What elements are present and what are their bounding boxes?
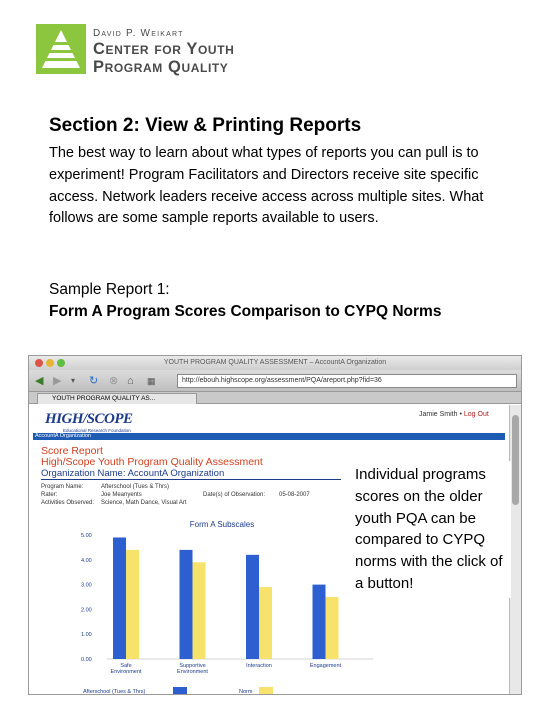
chart-title: Form A Subscales — [189, 520, 255, 529]
date-value: 05-08-2007 — [279, 492, 310, 498]
user-info: Jamie Smith • Log Out — [419, 411, 489, 418]
y-tick-label: 5.00 — [81, 533, 92, 539]
y-tick-label: 2.00 — [81, 607, 92, 614]
dropdown-icon[interactable]: ▾ — [71, 376, 76, 385]
zoom-window-button[interactable] — [57, 359, 65, 367]
program-name-value: Afterschool (Tues & Thrs) — [101, 484, 170, 490]
logout-link[interactable]: Log Out — [463, 411, 489, 418]
legend-label-norm: Norm — [239, 689, 253, 695]
activities-label: Activities Observed: — [41, 500, 95, 506]
scrollbar-thumb[interactable] — [512, 415, 519, 505]
bar-program — [313, 585, 326, 659]
pyramid-logo-icon — [36, 24, 86, 74]
organization-name: Organization Name: AccountA Organization — [41, 468, 225, 479]
sample-report-subtitle: Form A Program Scores Comparison to CYPQ Norms — [49, 303, 442, 320]
rater-label: Rater: — [41, 492, 58, 498]
bar-norm — [126, 550, 139, 659]
highscope-brand: HIGH/SCOPE — [45, 411, 133, 427]
rater-value: Joe Meanyents — [101, 492, 142, 498]
user-name: Jamie Smith — [419, 411, 458, 418]
x-tick-label: Environment — [177, 669, 208, 675]
intro-paragraph: The best way to learn about what types of reports you can pull is to experiment! Program Facilitators and Directors receive site specific access. Network leaders receive access across multiple sites. What follows are some sample reports available to users. — [49, 145, 484, 227]
window-title: YOUTH PROGRAM QUALITY ASSESSMENT – AccountA Organization — [163, 359, 387, 366]
organization-bar: AccountA Organization — [33, 433, 505, 440]
cypq-logo — [36, 22, 296, 78]
highscope-subtitle: Educational Research Foundation — [63, 428, 131, 433]
logo-line-1: Center for Youth — [93, 40, 235, 58]
stop-icon[interactable]: ⊗ — [109, 375, 119, 387]
bar-program — [180, 550, 193, 659]
program-name-label: Program Name: — [41, 484, 84, 490]
home-icon[interactable]: ⌂ — [127, 375, 134, 387]
x-tick-label: Safe — [120, 663, 132, 669]
minimize-window-button[interactable] — [46, 359, 54, 367]
bar-program — [113, 537, 126, 659]
y-tick-label: 1.00 — [81, 632, 92, 639]
bar-norm — [326, 597, 339, 659]
activities-value: Science, Math Dance, Visual Art — [101, 500, 187, 506]
highscope-logo — [35, 411, 155, 433]
back-icon[interactable]: ◀ — [35, 375, 44, 387]
sample-report-title: Sample Report 1: — [49, 281, 170, 298]
reload-icon[interactable]: ↻ — [89, 375, 99, 387]
x-tick-label: Environment — [110, 669, 142, 675]
y-tick-label: 3.00 — [81, 582, 92, 589]
y-tick-label: 0.00 — [81, 657, 92, 663]
legend-swatch-norm — [259, 687, 273, 695]
tab-bar — [29, 392, 521, 404]
url-bar[interactable]: http://ebouh.highscope.org/assessment/PQA/areport.php?fid=36 — [177, 374, 517, 388]
date-label: Date(s) of Observation: — [203, 492, 266, 498]
bar-program — [246, 555, 259, 659]
report-title: Score Report — [41, 445, 103, 457]
legend-swatch-program — [173, 687, 187, 695]
x-tick-label: Supportive — [179, 663, 206, 669]
logo-line-2: Program Quality — [93, 58, 229, 76]
subscale-bar-chart — [63, 511, 393, 695]
browser-toolbar — [29, 370, 521, 392]
tab-youth-pqa[interactable]: YOUTH PROGRAM QUALITY AS... — [37, 393, 197, 404]
section-heading: Section 2: View & Printing Reports — [49, 115, 362, 136]
forward-icon[interactable]: ▶ — [53, 375, 62, 387]
x-tick-label: Interaction — [246, 663, 272, 669]
y-tick-label: 4.00 — [81, 557, 92, 564]
bar-norm — [193, 562, 206, 659]
bookmark-icon[interactable]: ▦ — [147, 376, 156, 386]
window-titlebar — [29, 356, 521, 370]
logo-name: David P. Weikart — [93, 28, 184, 39]
legend-label-program: Afterschool (Tues & Thrs) — [83, 689, 146, 695]
report-subtitle: High/Scope Youth Program Quality Assessment — [41, 456, 263, 468]
callout-text: Individual programs scores on the older youth PQA can be compared to CYPQ norms with the click of a button! — [351, 461, 511, 598]
close-window-button[interactable] — [35, 359, 43, 367]
bar-norm — [259, 587, 272, 659]
divider — [41, 479, 341, 480]
x-tick-label: Engagement — [309, 663, 342, 669]
